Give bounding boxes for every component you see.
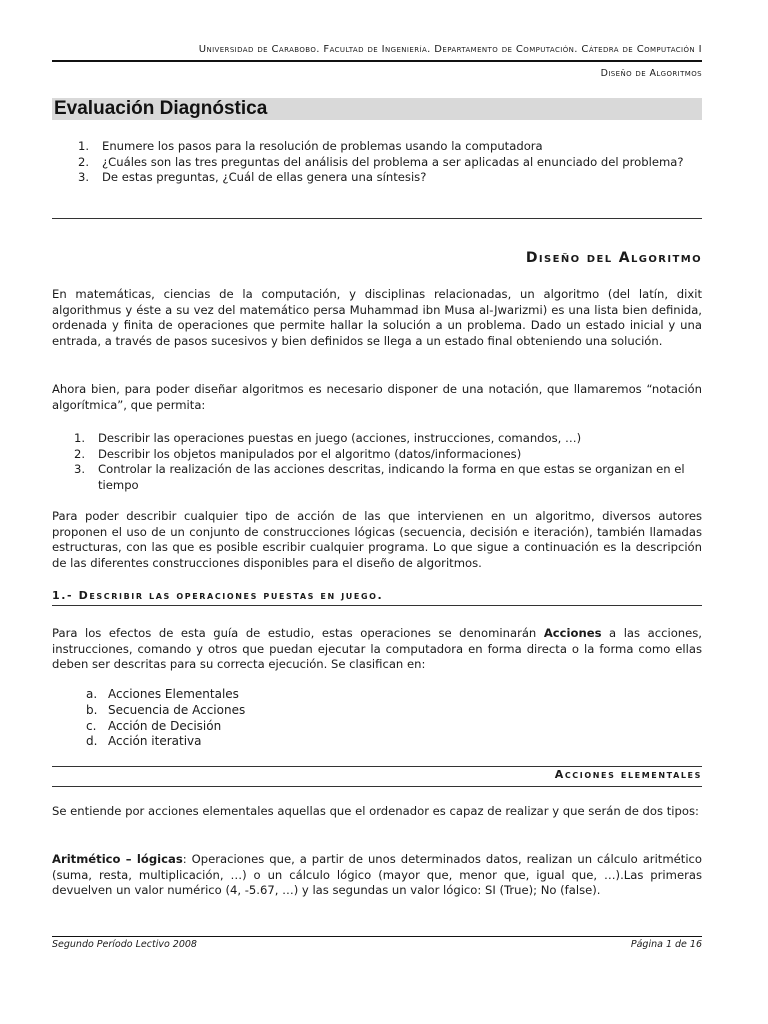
section-divider — [52, 218, 702, 219]
list-number: 2. — [78, 154, 90, 169]
list-item-text: De estas preguntas, ¿Cuál de ellas genera una síntesis? — [102, 170, 427, 185]
list-item — [52, 703, 702, 719]
footer-period: Segundo Período Lectivo 2008 — [52, 939, 197, 950]
list-item-text: Acciones Elementales — [108, 687, 239, 701]
actions-paragraph-text: Para los efectos de esta guía de estudio, estas operaciones se denominarán — [52, 626, 544, 640]
list-number: 3. — [78, 170, 90, 185]
structures-paragraph: Para poder describir cualquier tipo de acción de las que intervienen en un algoritmo, diversos autores proponen el uso de un conjunto de construcciones lógicas (secuencia, decisión e iteración), también llamadas estructuras, con las que es posible escribir cualquier programa. Lo que sigue a continuación es la descripción de las diferentes construcciones disponibles para el diseño de algoritmos. — [52, 509, 702, 570]
subsection-heading-operations: 1.- Describir las operaciones puestas en juego. — [52, 589, 384, 602]
actions-paragraph — [52, 626, 702, 673]
document-page — [52, 0, 702, 1024]
list-item — [52, 719, 702, 735]
arithmetic-logic-text: : Operaciones que, a partir de unos determinados datos, realizan un cálculo aritmético (suma, resta, multiplicación, …) o un cálculo lógico (mayor que, menor que, igual que, …).Las primeras devuelven un valor numérico (4, -5.67, …) y las segundas un valor lógico: SI (True); No (false). — [52, 852, 703, 898]
list-item-text: Describir las operaciones puestas en juego (acciones, instrucciones, comandos, …) — [98, 431, 582, 445]
list-item — [52, 447, 702, 463]
elementary-paragraph: Se entiende por acciones elementales aquellas que el ordenador es capaz de realizar y que serán de dos tipos: — [52, 804, 699, 818]
section-title: Diseño del Algoritmo — [525, 250, 702, 266]
list-letter: b. — [86, 702, 98, 717]
list-item-text: Controlar la realización de las acciones descritas, indicando la forma en que estas se organizan en el tiempo — [98, 462, 685, 492]
list-item — [52, 431, 702, 447]
notation-paragraph: Ahora bien, para poder diseñar algoritmos es necesario disponer de una notación, que llamaremos “notación algorítmica”, que permita: — [52, 382, 702, 412]
list-item-text: Secuencia de Acciones — [108, 702, 246, 717]
footer-rule — [52, 936, 702, 937]
list-item — [52, 687, 702, 703]
evaluation-title: Evaluación Diagnóstica — [52, 98, 702, 120]
list-letter: a. — [86, 687, 98, 701]
subsection-divider — [52, 766, 702, 767]
list-number: 1. — [74, 431, 86, 445]
arithmetic-logic-paragraph — [52, 852, 702, 899]
list-number: 3. — [74, 462, 86, 477]
list-item-text: Acción de Decisión — [108, 718, 222, 733]
list-letter: d. — [86, 734, 98, 749]
subsection-divider — [52, 786, 702, 787]
actions-term: Acciones — [543, 626, 602, 640]
header-rule — [52, 60, 702, 62]
list-letter: c. — [86, 718, 97, 733]
header-subject: Diseño de Algoritmos — [600, 68, 702, 79]
evaluation-question-list — [52, 139, 702, 186]
header-institution: Universidad de Carabobo. Facultad de Ingeniería. Departamento de Computación. Cátedra de Computación I — [198, 44, 702, 55]
list-item — [52, 155, 702, 171]
list-item — [52, 170, 702, 186]
notation-requirements-list — [52, 431, 702, 493]
action-types-list — [52, 687, 702, 750]
list-item — [52, 139, 702, 155]
list-item-text: ¿Cuáles son las tres preguntas del análisis del problema a ser aplicadas al enunciado del problema? — [102, 154, 684, 169]
subsection-heading-elementary: Acciones elementales — [554, 768, 702, 781]
list-number: 1. — [78, 139, 90, 153]
subsection-divider — [52, 605, 702, 606]
list-item — [52, 734, 702, 750]
intro-paragraph: En matemáticas, ciencias de la computación, y disciplinas relacionadas, un algoritmo (del latín, dixit algorithmus y éste a su vez del matemático persa Muhammad ibn Musa al-Jwarizmi) es una lista bien definida, ordenada y finita de operaciones que permite hallar la solución a un problema. Dado un estado inicial y una entrada, a través de pasos sucesivos y bien definidos se llega a un estado final obteniendo una solución. — [52, 287, 702, 348]
list-item-text: Enumere los pasos para la resolución de problemas usando la computadora — [102, 139, 543, 153]
actions-paragraph-text-rest: a las acciones, instrucciones, comando y otros que puedan ejecutar la computadora en forma directa o la forma como ellas deben ser descritas para su correcta ejecución. Se clasifican en: — [52, 626, 702, 672]
footer-page-number: Página 1 de 16 — [630, 939, 702, 950]
arithmetic-logic-term: Aritmético – lógicas — [52, 852, 183, 866]
list-item — [52, 462, 702, 493]
list-item-text: Acción iterativa — [108, 734, 202, 749]
list-number: 2. — [74, 446, 86, 461]
list-item-text: Describir los objetos manipulados por el algoritmo (datos/informaciones) — [98, 446, 522, 461]
